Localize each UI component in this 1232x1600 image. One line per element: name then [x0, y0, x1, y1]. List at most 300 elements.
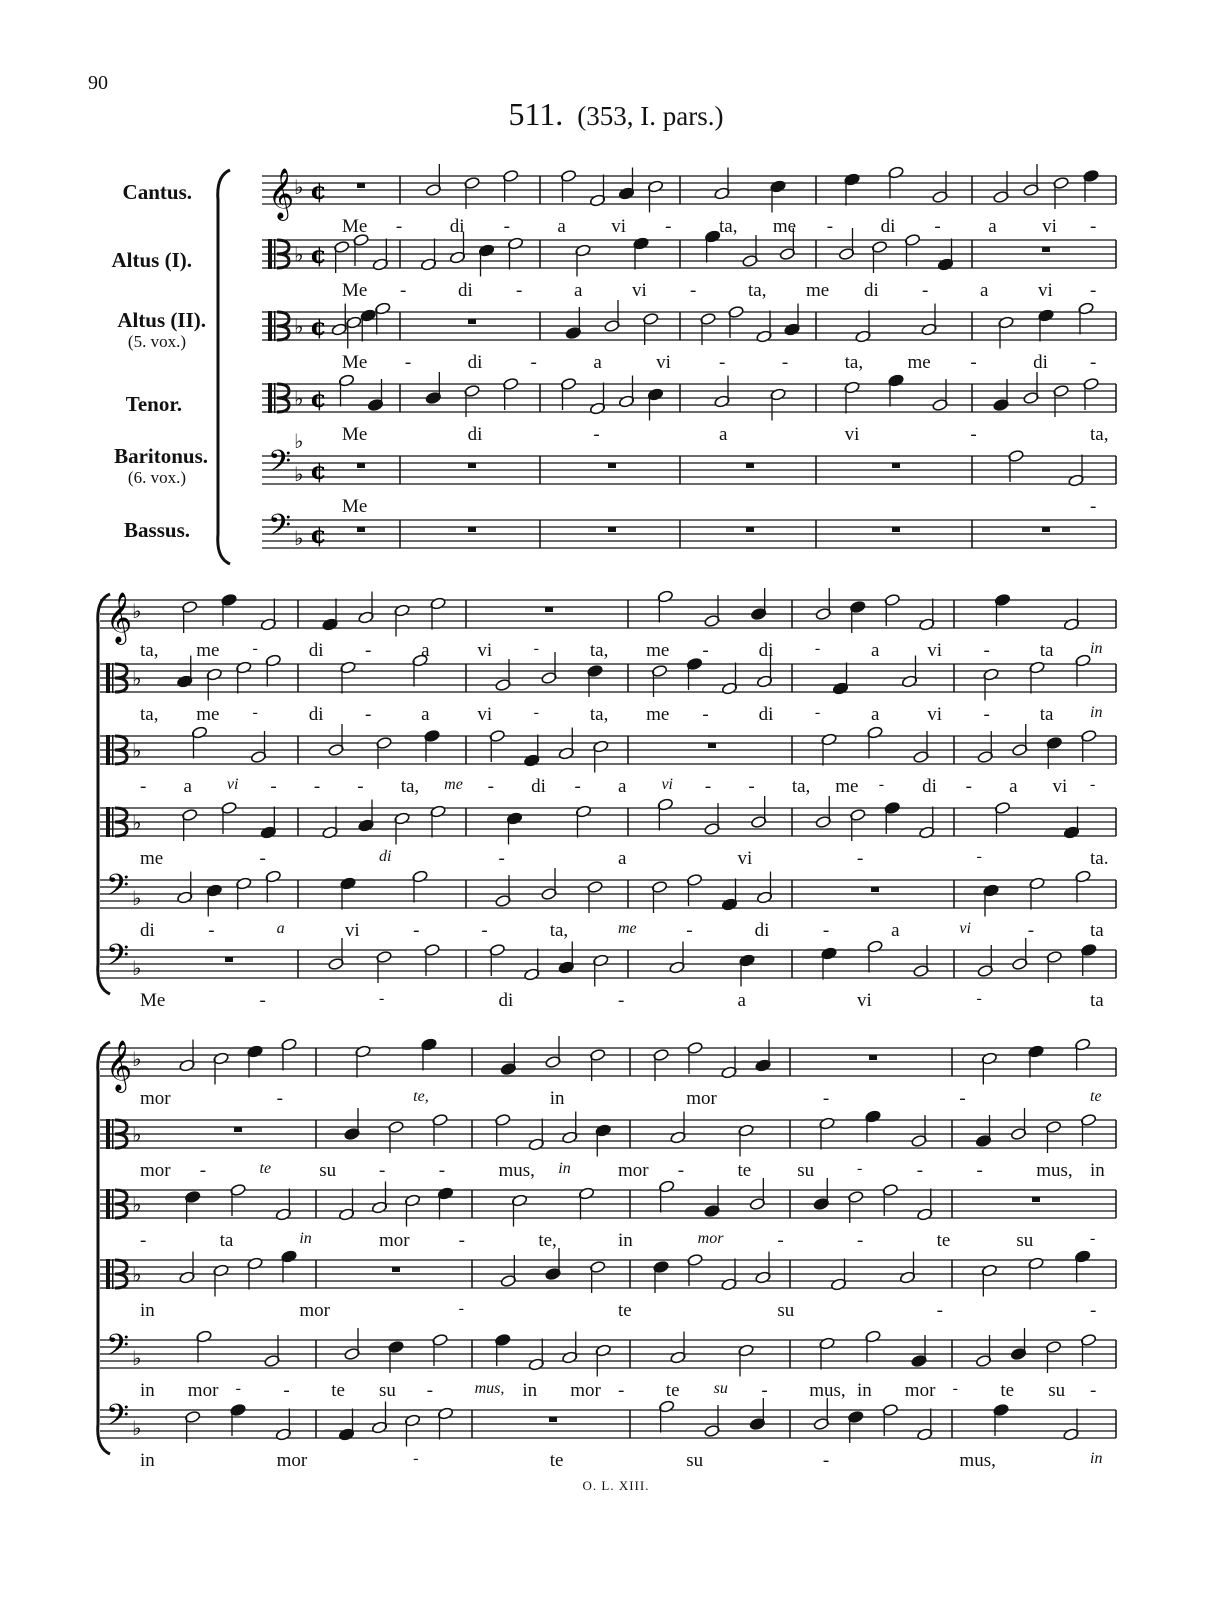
voice-name-bassus: Bassus.: [124, 518, 190, 542]
alto-clef-icon: [106, 735, 110, 765]
lyric-syllable: -: [503, 216, 510, 237]
treble-clef-icon: 𝄞: [268, 168, 295, 219]
lyric-syllable: me: [196, 640, 220, 661]
flat-icon: ♭: [132, 1262, 142, 1287]
lyric-syllable: mus,: [959, 1450, 996, 1471]
alto-clef-icon: [112, 807, 114, 837]
lyric-syllable: di: [449, 216, 465, 237]
lyric-syllable: -: [400, 280, 407, 301]
lyric-syllable: mus,: [498, 1160, 535, 1181]
lyric-syllable: di: [754, 920, 770, 941]
lyric-syllable: Me: [342, 216, 368, 237]
lyric-syllable: -: [781, 352, 789, 373]
alto-clef-icon: [274, 239, 276, 269]
flat-icon: ♭: [294, 242, 304, 267]
lyric-syllable: a: [988, 216, 997, 237]
rest-icon: [468, 463, 476, 468]
lyric-syllable: su: [777, 1300, 795, 1321]
rest-icon: [549, 1417, 557, 1422]
lyric-syllable: mor: [570, 1380, 601, 1401]
lyric-syllable: -: [458, 1230, 465, 1251]
lyric-syllable: -: [1090, 496, 1097, 517]
lyric-syllable: -: [983, 704, 990, 725]
lyric-syllable: -: [1090, 776, 1096, 793]
lyric-syllable: di: [308, 704, 324, 725]
lyric-syllable: in: [1090, 640, 1103, 657]
lyric-syllable: -: [952, 1380, 958, 1397]
lyric-syllable: -: [259, 848, 266, 869]
lyric-syllable: vi: [1052, 776, 1068, 797]
rest-icon: [871, 887, 879, 892]
lyric-syllable: mor: [140, 1088, 171, 1109]
lyric-syllable: vi: [661, 776, 673, 793]
rest-icon: [357, 527, 365, 532]
flat-icon: ♭: [132, 956, 142, 980]
flat-icon: ♭: [294, 526, 304, 550]
lyric-syllable: -: [976, 1160, 983, 1181]
lyric-syllable: di: [922, 776, 937, 797]
rest-icon: [892, 527, 900, 532]
lyric-syllable: ta,: [589, 640, 609, 661]
lyric-syllable: -: [364, 640, 372, 661]
lyric-syllable: mor: [904, 1380, 936, 1401]
lyric-syllable: -: [878, 776, 885, 793]
lyric-syllable: vi: [226, 776, 239, 793]
rest-icon: [357, 463, 365, 468]
system-bracket: [218, 170, 230, 564]
lyric-syllable: a: [618, 848, 627, 869]
lyric-syllable: -: [1090, 216, 1097, 237]
alto-clef-icon: [268, 239, 272, 269]
lyric-syllable: -: [618, 990, 625, 1011]
lyric-syllable: -: [593, 424, 600, 445]
flat-icon: ♭: [132, 1192, 142, 1217]
lyric-syllable: di: [379, 848, 392, 865]
rest-icon: [545, 607, 553, 612]
lyric-syllable: -: [916, 1160, 924, 1181]
lyric-syllable: a: [737, 990, 746, 1011]
lyric-syllable: di: [467, 424, 483, 445]
lyric-syllable: ta,: [400, 776, 420, 797]
lyric-syllable: -: [252, 704, 258, 721]
lyric-syllable: in: [558, 1160, 571, 1177]
lyric-syllable: ta,: [140, 704, 159, 725]
lyric-syllable: a: [276, 920, 285, 937]
system-bracket: [98, 1042, 110, 1454]
alto-clef-icon: [112, 1189, 114, 1219]
lyric-syllable: a: [719, 424, 728, 445]
system-bracket: [98, 594, 110, 994]
lyric-syllable: -: [259, 990, 266, 1011]
alto-clef-icon: [268, 311, 272, 341]
lyric-syllable: ta,: [791, 776, 811, 797]
lyric-syllable: in: [1090, 1160, 1105, 1181]
lyric-syllable: -: [533, 704, 539, 721]
flat-icon: ♭: [132, 738, 142, 763]
lyric-syllable: -: [857, 1230, 864, 1251]
lyric-syllable: a: [891, 920, 900, 941]
lyric-syllable: me: [646, 704, 670, 725]
rest-icon: [869, 1055, 877, 1060]
lyric-syllable: -: [140, 776, 147, 797]
lyric-syllable: -: [1090, 1380, 1097, 1401]
treble-clef-icon: 𝄞: [106, 1040, 133, 1091]
lyric-syllable: di: [758, 704, 774, 725]
alto-clef-icon: [106, 663, 110, 693]
rest-icon: [746, 463, 754, 468]
bass-clef-icon: 𝄢: [268, 445, 292, 486]
lyric-syllable: -: [686, 920, 693, 941]
alto-clef-icon: [106, 1189, 110, 1219]
lyric-syllable: -: [574, 776, 581, 797]
lyric-syllable: -: [438, 1160, 446, 1181]
lyric-syllable: in: [140, 1300, 155, 1321]
bass-clef-icon: 𝄢: [106, 1399, 130, 1440]
lyric-syllable: -: [976, 990, 982, 1007]
lyric-syllable: -: [235, 1380, 241, 1397]
lyric-syllable: -: [970, 352, 977, 373]
lyric-syllable: -: [516, 280, 523, 301]
lyric-syllable: -: [719, 352, 726, 373]
lyric-syllable: me: [772, 216, 797, 237]
rest-icon: [608, 527, 616, 532]
lyric-syllable: vi: [632, 280, 647, 301]
lyric-syllable: mor: [140, 1160, 171, 1181]
lyric-syllable: me: [140, 848, 164, 869]
lyric-syllable: mor: [697, 1230, 724, 1247]
lyric-syllable: ta: [1090, 990, 1104, 1011]
alto-clef-icon: [268, 383, 272, 413]
lyric-syllable: -: [1090, 1300, 1097, 1321]
alto-clef-icon: [106, 807, 110, 837]
lyric-syllable: vi: [844, 424, 860, 445]
lyric-syllable: vi: [959, 920, 971, 937]
rest-icon: [1032, 1197, 1040, 1202]
rest-icon: [1042, 247, 1050, 252]
lyric-syllable: -: [364, 704, 372, 725]
lyric-syllable: ta: [1090, 920, 1104, 941]
lyric-syllable: di: [758, 640, 774, 661]
flat-icon: ♭: [132, 599, 142, 623]
rest-icon: [608, 463, 616, 468]
lyric-syllable: vi: [1042, 216, 1057, 237]
cut-time-icon: ¢: [310, 240, 327, 269]
lyric-syllable: me: [646, 640, 670, 661]
lyric-syllable: vi: [737, 848, 753, 869]
lyric-syllable: ta,: [140, 640, 159, 661]
lyric-syllable: -: [413, 1450, 419, 1467]
lyric-syllable: vi: [927, 704, 943, 725]
lyric-syllable: te,: [413, 1088, 429, 1105]
lyric-syllable: vi: [344, 920, 360, 941]
lyric-syllable: ta,: [589, 704, 609, 725]
lyric-syllable: su: [379, 1380, 396, 1401]
bass-clef-icon: 𝄢: [106, 1329, 130, 1370]
lyric-syllable: Me: [342, 352, 368, 373]
lyric-syllable: ta: [1039, 704, 1054, 725]
lyric-syllable: -: [426, 1380, 434, 1401]
lyric-syllable: a: [871, 640, 880, 661]
bass-clef-icon: 𝄢: [106, 869, 130, 910]
piece-subtitle: (353, I. pars.): [577, 101, 724, 131]
lyric-syllable: -: [379, 1160, 386, 1181]
lyric-syllable: a: [574, 280, 583, 301]
lyric-syllable: -: [533, 640, 539, 657]
flat-icon: ♭: [132, 1416, 142, 1440]
lyric-syllable: -: [761, 1380, 768, 1401]
lyric-syllable: in: [140, 1450, 155, 1471]
lyric-syllable: -: [140, 1230, 147, 1251]
lyric-syllable: -: [677, 1160, 685, 1181]
lyric-syllable: mor: [299, 1300, 330, 1321]
lyric-syllable: su: [713, 1380, 728, 1397]
lyric-syllable: -: [270, 776, 277, 797]
voice-note-baritonus: (6. vox.): [127, 468, 186, 487]
cut-time-icon: ¢: [310, 520, 327, 549]
voice-note-altus-2: (5. vox.): [127, 332, 186, 351]
lyric-syllable: -: [283, 1380, 290, 1401]
lyric-syllable: -: [665, 216, 672, 237]
lyric-syllable: mor: [686, 1088, 717, 1109]
lyric-syllable: di: [308, 640, 324, 661]
lyric-syllable: ta,: [549, 920, 569, 941]
alto-clef-icon: [106, 1119, 110, 1149]
lyric-syllable: -: [208, 920, 215, 941]
lyric-syllable: -: [965, 776, 972, 797]
lyric-syllable: vi: [927, 640, 943, 661]
lyric-syllable: ta: [1039, 640, 1054, 661]
lyric-syllable: -: [530, 352, 537, 373]
lyric-syllable: a: [557, 216, 566, 237]
lyric-syllable: mus,: [1036, 1160, 1073, 1181]
piece-title: [0, 96, 1232, 133]
flat-icon: ♭: [132, 1122, 142, 1147]
lyric-syllable: -: [1090, 280, 1097, 301]
lyric-syllable: -: [276, 1088, 283, 1109]
lyric-syllable: me: [907, 352, 931, 373]
rest-icon: [468, 527, 476, 532]
lyric-syllable: a: [421, 704, 430, 725]
lyric-syllable: -: [822, 1450, 830, 1471]
lyric-syllable: -: [814, 704, 821, 721]
lyric-syllable: -: [976, 848, 982, 865]
lyric-syllable: su: [1048, 1380, 1066, 1401]
lyric-syllable: a: [421, 640, 430, 661]
lyric-syllable: -: [702, 640, 709, 661]
lyric-syllable: su: [319, 1160, 337, 1181]
lyric-syllable: te: [331, 1380, 345, 1401]
lyric-syllable: vi: [477, 704, 493, 725]
lyric-syllable: -: [857, 1160, 863, 1177]
alto-clef-icon: [106, 1259, 110, 1289]
lyric-syllable: vi: [656, 352, 671, 373]
rest-icon: [708, 743, 716, 748]
lyric-syllable: Me: [342, 280, 368, 301]
lyric-syllable: vi: [857, 990, 872, 1011]
lyric-syllable: -: [704, 776, 712, 797]
lyric-syllable: in: [299, 1230, 312, 1247]
voice-name-altus-1: Altus (I).: [111, 248, 192, 272]
page-number: 90: [88, 72, 108, 94]
flat-icon: ♭: [294, 314, 304, 339]
lyric-syllable: te: [549, 1450, 564, 1471]
lyric-syllable: di: [458, 280, 473, 301]
lyric-syllable: ta,: [719, 216, 738, 237]
rest-icon: [892, 463, 900, 468]
lyric-syllable: di: [467, 352, 483, 373]
lyric-syllable: mus,: [474, 1380, 505, 1397]
lyric-syllable: in: [1090, 704, 1103, 721]
piece-number: 511.: [508, 96, 564, 132]
lyric-syllable: a: [1009, 776, 1018, 797]
lyric-syllable: a: [871, 704, 880, 725]
lyric-syllable: ta: [219, 1230, 234, 1251]
lyric-syllable: mor: [379, 1230, 410, 1251]
lyric-syllable: di: [880, 216, 896, 237]
lyric-syllable: in: [549, 1088, 565, 1109]
lyric-syllable: -: [357, 776, 364, 797]
lyric-syllable: mor: [618, 1160, 649, 1181]
voice-name-baritonus: Baritonus.: [114, 444, 208, 468]
lyric-syllable: -: [458, 1300, 464, 1317]
lyric-syllable: -: [1090, 1230, 1096, 1247]
lyric-syllable: vi: [611, 216, 627, 237]
lyric-syllable: in: [1090, 1450, 1103, 1467]
lyric-syllable: vi: [1038, 280, 1053, 301]
lyric-syllable: -: [826, 216, 834, 237]
rest-icon: [225, 957, 233, 962]
flat-icon: ♭: [132, 1346, 142, 1370]
flat-icon: ♭: [294, 429, 304, 453]
cut-time-icon: ¢: [310, 176, 327, 205]
lyric-syllable: mor: [187, 1380, 219, 1401]
rest-icon: [1042, 527, 1050, 532]
lyric-syllable: ta,: [748, 280, 767, 301]
lyric-syllable: -: [252, 640, 258, 657]
lyric-syllable: -: [936, 1300, 943, 1321]
lyric-syllable: -: [983, 640, 990, 661]
lyric-syllable: -: [379, 990, 385, 1007]
lyric-syllable: -: [487, 776, 494, 797]
rest-icon: [746, 527, 754, 532]
flat-icon: ♭: [294, 175, 304, 199]
lyric-syllable: -: [922, 280, 929, 301]
lyric-syllable: -: [822, 920, 830, 941]
rest-icon: [392, 1267, 400, 1272]
lyric-syllable: -: [934, 216, 941, 237]
rest-icon: [234, 1127, 242, 1132]
lyric-syllable: su: [797, 1160, 815, 1181]
flat-icon: ♭: [294, 386, 304, 411]
alto-clef-icon: [112, 1259, 114, 1289]
lyric-syllable: -: [395, 216, 403, 237]
lyric-syllable: me: [444, 776, 463, 793]
flat-icon: ♭: [132, 886, 142, 910]
alto-clef-icon: [112, 1119, 114, 1149]
cut-time-icon: ¢: [310, 456, 327, 485]
lyric-syllable: in: [522, 1380, 538, 1401]
lyric-syllable: -: [498, 848, 505, 869]
lyric-syllable: -: [857, 848, 864, 869]
lyric-syllable: te: [618, 1300, 632, 1321]
rest-icon: [357, 183, 365, 188]
alto-clef-icon: [112, 663, 114, 693]
flat-icon: ♭: [132, 1047, 142, 1071]
lyric-syllable: Me: [140, 990, 166, 1011]
lyric-syllable: te: [665, 1380, 680, 1401]
alto-clef-icon: [274, 311, 276, 341]
voice-name-altus-2: Altus (II).: [117, 308, 206, 332]
lyric-syllable: -: [748, 776, 755, 797]
cut-time-icon: ¢: [310, 312, 327, 341]
lyric-syllable: -: [690, 280, 697, 301]
lyric-syllable: -: [970, 424, 977, 445]
lyric-syllable: -: [199, 1160, 207, 1181]
flat-icon: ♭: [132, 810, 142, 835]
rest-icon: [468, 319, 476, 324]
lyric-syllable: te: [1000, 1380, 1015, 1401]
lyric-syllable: -: [822, 1088, 830, 1109]
lyric-syllable: -: [404, 352, 412, 373]
lyric-syllable: mor: [276, 1450, 308, 1471]
lyric-syllable: me: [196, 704, 220, 725]
lyric-syllable: -: [313, 776, 321, 797]
flat-icon: ♭: [294, 462, 304, 486]
lyric-syllable: -: [702, 704, 709, 725]
lyric-syllable: -: [814, 640, 821, 657]
page-footer: O. L. XIII.: [582, 1478, 650, 1493]
lyric-syllable: te: [936, 1230, 951, 1251]
lyric-syllable: su: [1016, 1230, 1034, 1251]
lyric-syllable: te: [737, 1160, 752, 1181]
lyric-syllable: a: [183, 776, 192, 797]
cut-time-icon: ¢: [310, 384, 327, 413]
lyric-syllable: -: [1090, 352, 1097, 373]
lyric-syllable: -: [1027, 920, 1035, 941]
treble-clef-icon: 𝄞: [106, 592, 133, 643]
alto-clef-icon: [112, 735, 114, 765]
lyric-syllable: di: [864, 280, 879, 301]
flat-icon: ♭: [132, 666, 142, 691]
voice-name-cantus: Cantus.: [122, 180, 192, 204]
lyric-syllable: a: [980, 280, 989, 301]
lyric-syllable: in: [857, 1380, 872, 1401]
lyric-syllable: te: [259, 1160, 272, 1177]
lyric-syllable: -: [413, 920, 420, 941]
lyric-syllable: me: [618, 920, 637, 937]
lyric-syllable: a: [593, 352, 602, 373]
lyric-syllable: -: [481, 920, 488, 941]
lyric-syllable: di: [1033, 352, 1048, 373]
lyric-syllable: te: [1090, 1088, 1102, 1105]
lyric-syllable: a: [618, 776, 627, 797]
lyric-syllable: mus,: [809, 1380, 846, 1401]
lyric-syllable: in: [618, 1230, 633, 1251]
lyric-syllable: su: [686, 1450, 704, 1471]
lyric-syllable: ta.: [1090, 848, 1109, 869]
lyric-syllable: di: [531, 776, 546, 797]
lyric-syllable: -: [959, 1088, 966, 1109]
lyric-syllable: me: [806, 280, 830, 301]
lyric-syllable: ta,: [844, 352, 864, 373]
lyric-syllable: Me: [342, 496, 368, 517]
lyric-syllable: ta,: [1090, 424, 1109, 445]
lyric-syllable: Me: [342, 424, 368, 445]
lyric-syllable: me: [835, 776, 859, 797]
alto-clef-icon: [274, 383, 276, 413]
voice-name-tenor: Tenor.: [125, 392, 182, 416]
lyric-syllable: te,: [538, 1230, 557, 1251]
